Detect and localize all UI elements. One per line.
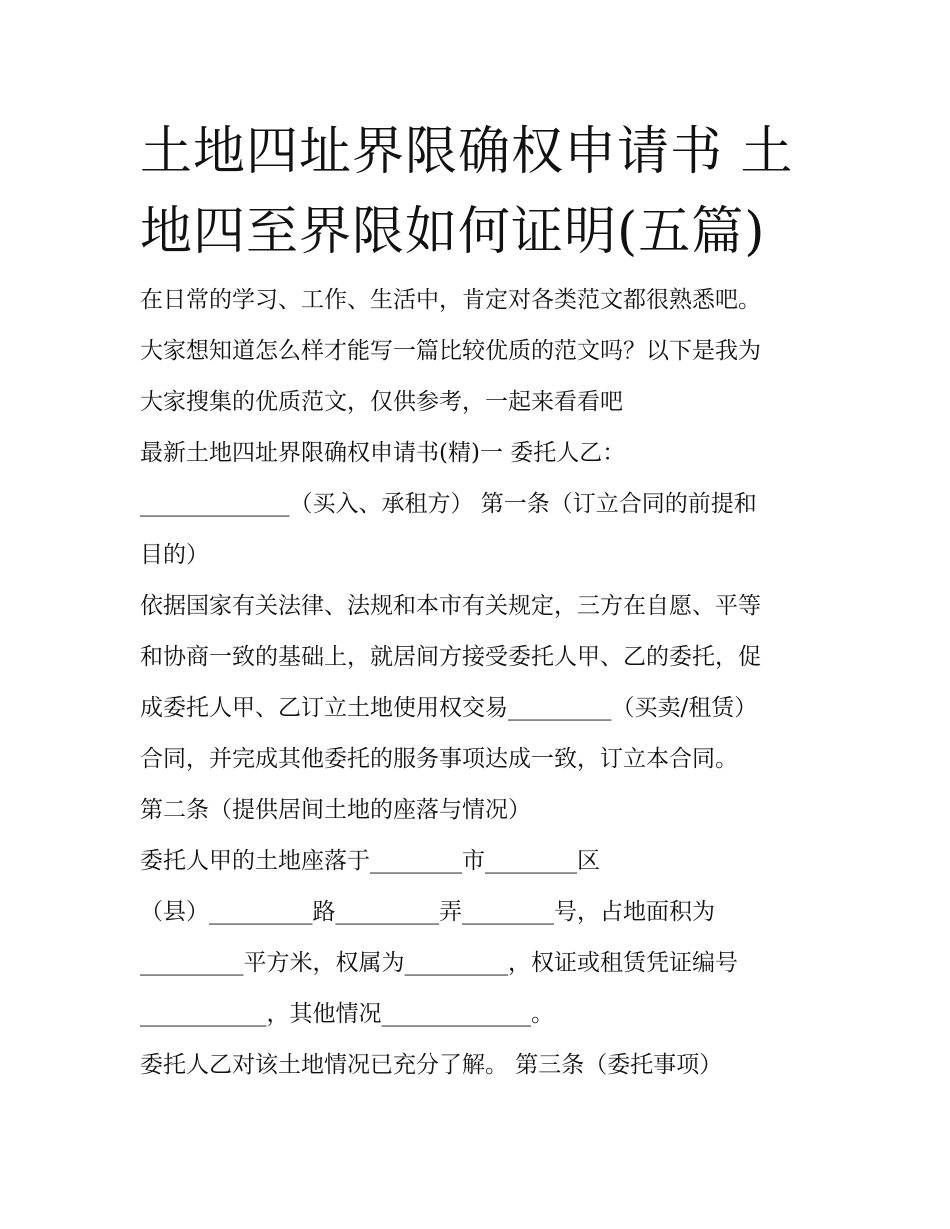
body-line: 目的） [140,542,209,568]
body-line: _________平方米，权属为_________，权证或租赁凭证编号 [140,950,738,976]
body-line: _____________（买入、承租方） 第一条（订立合同的前提和 [140,491,757,517]
body-line: 在日常的学习、工作、生活中，肯定对各类范文都很熟悉吧。 [140,287,761,313]
document-title: 土地四址界限确权申请书 土地四至界限如何证明(五篇) [140,122,794,262]
body-line: 依据国家有关法律、法规和本市有关规定，三方在自愿、平等 [140,593,761,619]
document-body [140,275,820,1091]
body-line: 和协商一致的基础上，就居间方接受委托人甲、乙的委托，促 [140,644,761,670]
body-line: 委托人乙对该土地情况已充分了解。 第三条（委托事项） [140,1052,723,1078]
body-line: 合同，并完成其他委托的服务事项达成一致，订立本合同。 [140,746,738,772]
body-line: 最新土地四址界限确权申请书(精)一 委托人乙： [140,440,626,466]
body-line: 大家搜集的优质范文，仅供参考，一起来看看吧 [140,389,623,415]
body-line: 委托人甲的土地座落于________市________区 [140,848,600,874]
body-line: 成委托人甲、乙订立土地使用权交易_________（买卖/租赁） [140,695,758,721]
body-line: 第二条（提供居间土地的座落与情况） [140,797,531,823]
body-line: （县）_________路_________弄________号，占地面积为 [140,899,715,925]
body-line: 大家想知道怎么样才能写一篇比较优质的范文吗？以下是我为 [140,338,761,364]
body-line: ___________，其他情况_____________。 [140,1001,554,1027]
